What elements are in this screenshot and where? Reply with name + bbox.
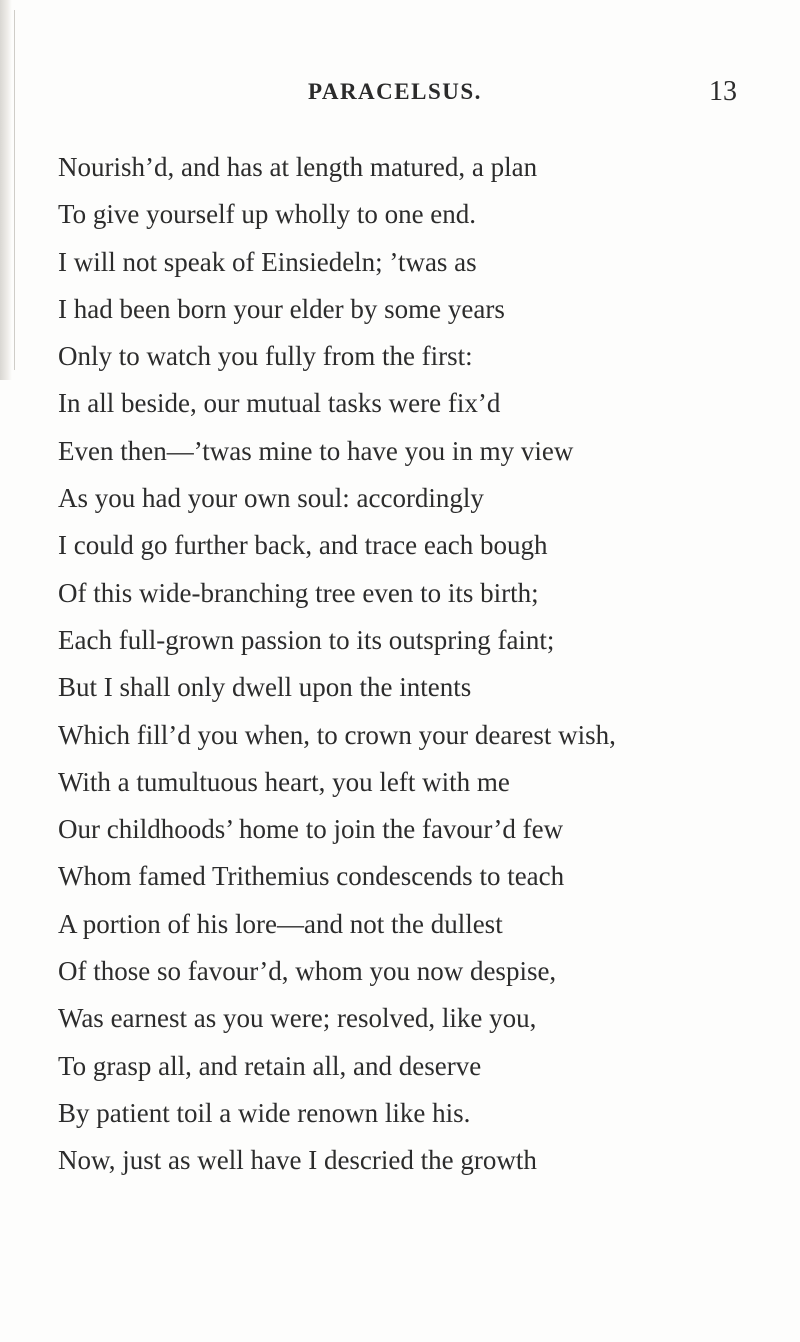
page-binding-line [14,10,15,370]
verse-block [58,144,798,1185]
verse-line: Was earnest as you were; resolved, like you, [58,1003,537,1034]
verse-line: Whom famed Trithemius condescends to teach [58,861,565,892]
verse-line: Only to watch you fully from the first: [58,341,473,372]
verse-line: Of those so favour’d, whom you now despise, [58,956,557,987]
verse-line: With a tumultuous heart, you left with me [58,766,510,797]
verse-line: I had been born your elder by some years [58,293,505,324]
verse-line: To give yourself up wholly to one end. [58,199,477,230]
verse-line: By patient toil a wide renown like his. [58,1097,471,1128]
verse-line: I will not speak of Einsiedeln; ’twas as [58,246,477,277]
verse-line: Of this wide-branching tree even to its birth; [58,577,539,608]
verse-line: Even then—’twas mine to have you in my view [58,435,574,466]
verse-line: As you had your own soul: accordingly [58,483,484,514]
verse-line: Which fill’d you when, to crown your dearest wish, [58,719,616,750]
verse-line: Each full-grown passion to its outspring faint; [58,624,555,655]
page-number: 13 [709,76,737,107]
verse-line: Now, just as well have I descried the growth [58,1145,537,1176]
running-title: PARACELSUS. [308,79,482,104]
verse-line: But I shall only dwell upon the intents [58,672,472,703]
verse-line: Our childhoods’ home to join the favour’d few [58,814,564,845]
verse-line: I could go further back, and trace each bough [58,530,548,561]
page-header [0,76,800,119]
verse-line: Nourish’d, and has at length matured, a plan [58,152,538,182]
verse-line: To grasp all, and retain all, and deserve [58,1050,482,1081]
verse-line: In all beside, our mutual tasks were fix’d [58,388,501,419]
verse-line: A portion of his lore—and not the dullest [58,908,503,939]
page-binding-shadow [0,0,12,380]
